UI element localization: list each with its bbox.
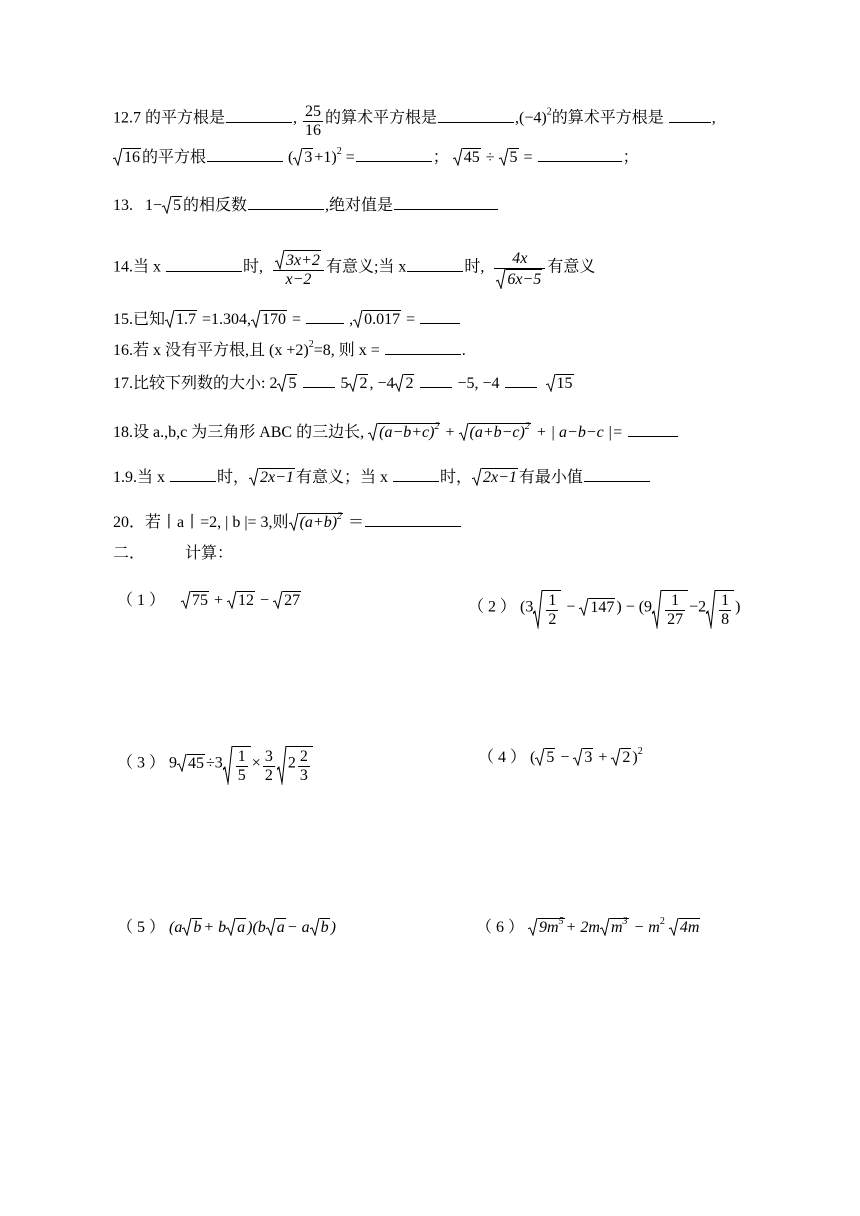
radical: 75 xyxy=(181,591,209,609)
question-20: 20．若丨a丨=2, | b |= 3,则 $(a+b)^2$ ＝ xyxy=(113,513,462,531)
answer-blank xyxy=(628,434,678,437)
radical: 2 xyxy=(394,374,414,392)
answer-blank xyxy=(420,385,452,388)
radical: 15 xyxy=(546,374,574,392)
calc-problem-6: （ 6 ） $9m^5 + 2m$ $m^3 - m^2$ 4m xyxy=(476,916,700,936)
radical: 170 xyxy=(251,310,287,328)
radical: $(a+b-c)^2$ xyxy=(459,423,531,441)
fraction-25-16: $\frac{25}{16}$ xyxy=(305,103,322,139)
fraction-14a: $\frac{3x+2}{x-2}$ xyxy=(273,250,324,289)
radical: $\frac{1}{2}$ xyxy=(533,590,561,629)
radical: $m^3$ xyxy=(600,918,629,936)
q12-neg4: (−4) xyxy=(519,109,547,127)
answer-blank xyxy=(394,207,498,210)
q12-number: 12. xyxy=(113,109,133,127)
radical: 6x−5 xyxy=(496,269,542,289)
question-19: 1.9.当 x 时， 2x−1 有意义；当 x 时， 2x−1 有最小值 xyxy=(113,468,651,486)
radical: 1.7 xyxy=(165,310,197,328)
radical: 2x−1 xyxy=(472,468,518,486)
answer-blank xyxy=(306,321,344,324)
radical: 2 xyxy=(348,374,368,392)
radical: 16 xyxy=(113,148,141,166)
radical: 4m xyxy=(669,918,701,936)
radical: 3 xyxy=(293,148,313,166)
radical: 2 xyxy=(611,748,631,766)
calc-problem-5: （ 5 ） (a b + b a )(b a − a b ) xyxy=(117,919,336,936)
answer-blank xyxy=(166,269,242,272)
answer-blank xyxy=(407,269,463,272)
q12-text-4: 的平方根 xyxy=(142,149,207,166)
radical: 3 xyxy=(573,748,593,766)
answer-blank xyxy=(584,479,650,482)
radical: 2x−1 xyxy=(249,468,295,486)
answer-blank xyxy=(538,159,622,162)
radical: 45 xyxy=(453,148,481,166)
section-2-heading: 二． 计算： xyxy=(113,545,234,562)
answer-blank xyxy=(420,321,460,324)
radical: 12 xyxy=(227,591,255,609)
radical: $(a+b)^2$ xyxy=(289,513,343,531)
answer-blank xyxy=(385,352,461,355)
answer-blank xyxy=(248,207,324,210)
radical: 5 xyxy=(499,148,519,166)
radical: $(a-b+c)^2$ xyxy=(368,423,440,441)
radical: $\frac{1}{5}$ xyxy=(223,746,251,785)
answer-blank xyxy=(207,159,283,162)
question-14: 14.当 x 时, $\frac{3x+2}{x-2}$ 有意义;当 x 时, $\frac{4x}{6x-5}$ 有意义 xyxy=(113,250,596,288)
radical: 147 xyxy=(579,598,615,616)
answer-blank xyxy=(170,479,216,482)
radical: $9m^5$ xyxy=(528,918,565,936)
answer-blank xyxy=(393,479,439,482)
question-12-line-1: 12.7 的平方根是 , $\frac{25}{16}$ 的算术平方根是 $,(-4)^2$的算术平方根是 , xyxy=(113,103,716,139)
answer-blank xyxy=(505,385,537,388)
q12-text-3: 的算术平方根是 xyxy=(551,109,664,127)
question-17: 17.比较下列数的大小: 2 5 5 2 , −4 2 −5, −4 15 xyxy=(113,375,573,392)
radical: 3x+2 xyxy=(275,250,321,270)
radical: 5 xyxy=(162,196,182,214)
radical: 45 xyxy=(177,754,205,772)
radical: 0.017 xyxy=(353,310,401,328)
fraction-14b: $\frac{4x}{6x-5}$ xyxy=(494,250,545,289)
question-15: 15.已知 1.7 =1.304, 170 = , 0.017 = xyxy=(113,310,461,328)
q12-text-1: 7 的平方根是 xyxy=(133,109,226,127)
question-16: 16.若 x 没有平方根,且 $(x +2)^2=8$, 则 x = . xyxy=(113,339,466,359)
radical: b xyxy=(310,918,330,936)
question-13: 13. 1− 5 的相反数 ,绝对值是 xyxy=(113,196,499,214)
radical: a xyxy=(266,918,286,936)
radical: 2 $\frac{2}{3}$ xyxy=(277,746,313,785)
radical: $\frac{1}{27}$ xyxy=(652,590,688,629)
question-18: 18.设 a.,b,c 为三角形 ABC 的三边长, $(a-b+c)^2$ + $(a+b-c)^2$ + | a−b−c |= xyxy=(113,423,679,441)
calc-problem-1: （ 1 ） 75 + 12 − 27 xyxy=(117,592,301,609)
answer-blank xyxy=(226,120,292,123)
radical: $\frac{1}{8}$ xyxy=(706,590,734,629)
question-12-line-2: 16 的平方根 ( 3 +1)$^2$ = ； 45 ÷ 5 = ； xyxy=(113,148,639,166)
answer-blank xyxy=(438,120,514,123)
radical: b xyxy=(182,918,202,936)
answer-blank xyxy=(356,159,432,162)
radical: 27 xyxy=(273,591,301,609)
answer-blank xyxy=(669,120,711,123)
answer-blank xyxy=(365,524,461,527)
q12-text-2: 的算术平方根是 xyxy=(325,109,438,127)
answer-blank xyxy=(303,385,335,388)
calc-problem-2: （ 2 ） (3 $\frac{1}{2}$ − 147 ) − (9 $\frac{1}{27}$ −2 $\frac{1}{8}$ ) xyxy=(468,592,741,628)
radical: 5 xyxy=(535,748,555,766)
radical: a xyxy=(226,918,246,936)
radical: 5 xyxy=(277,374,297,392)
calc-problem-3: （ 3 ） 9 45 ÷3 $\frac{1}{5}$ × $\frac{3}{2}$ 2 $\frac{2}{3}$ xyxy=(117,746,314,785)
calc-problem-4: （ 4 ） ( 5 − 3 + 2 )$^2$ xyxy=(478,746,643,766)
